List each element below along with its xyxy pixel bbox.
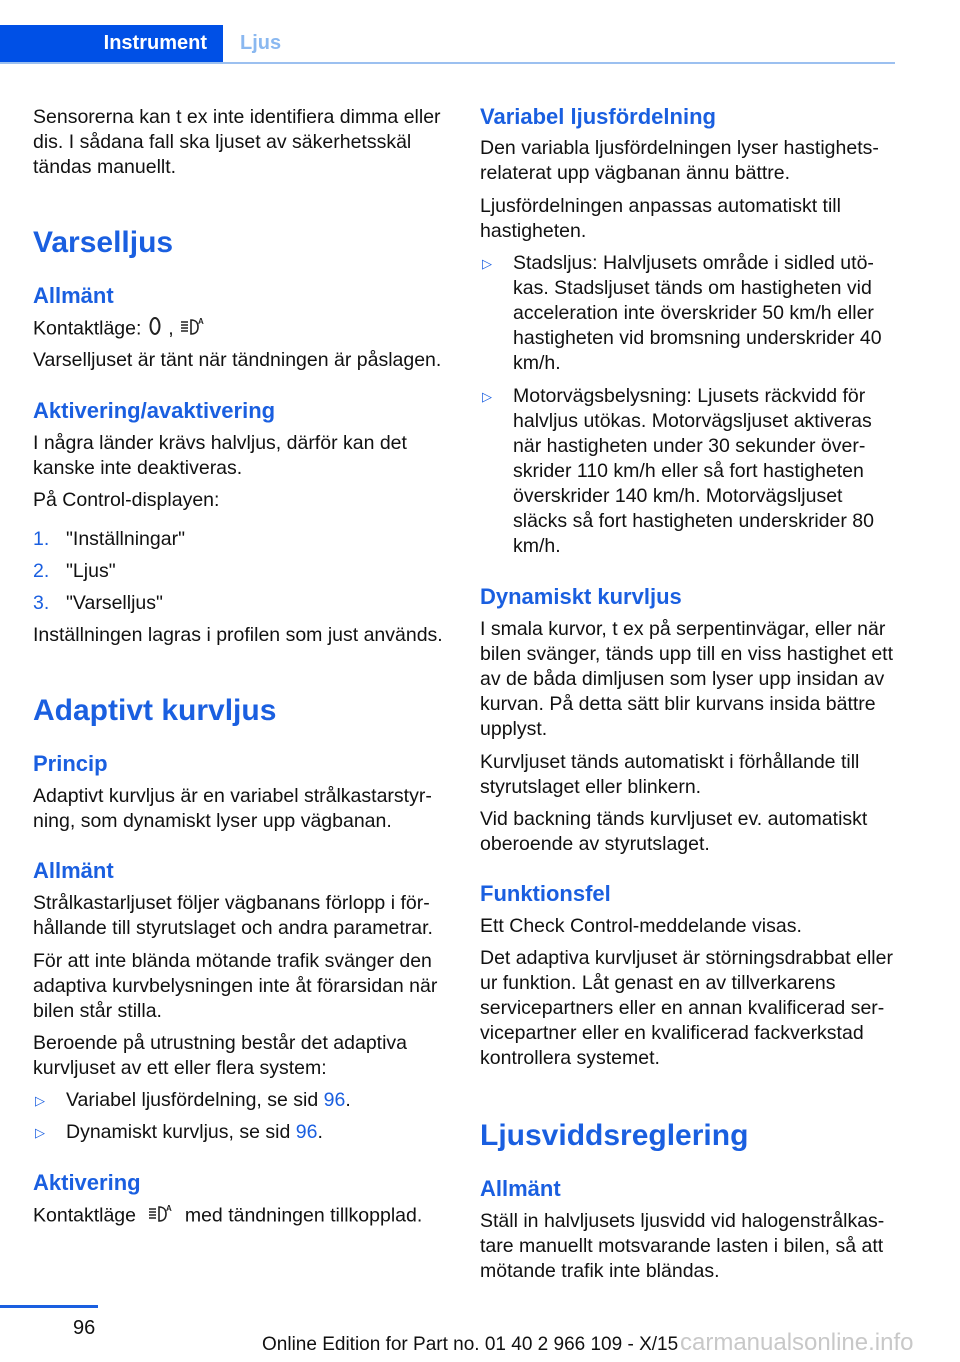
triangle-bullet-icon: ▷: [35, 1093, 45, 1108]
bullet-text: Variabel ljusfördelning, se sid: [66, 1089, 324, 1111]
adaptivt-p3: Beroende på utrustning består det adaptiva kurvljuset av ett eller flera system:: [33, 1032, 408, 1079]
heading-princip: Princip: [33, 751, 108, 776]
heading-aktivering-avaktivering: Aktivering/avaktivering: [33, 398, 276, 423]
bullet-text: Stadsljus: Halvljusets område i sidled utökas. Stadsljuset tänds om hastigheten vid acceleration inte överskrider 50 km/h eller hastigheten vid bromsning underskrider 40 km/h.: [513, 252, 882, 374]
aktivering-text: I några länder krävs halvljus, därför kan det kanske inte deaktiveras.: [33, 432, 407, 479]
step-number: 3.: [33, 592, 50, 614]
step-text: "Ljus": [66, 560, 116, 582]
ljusvidd-p1: Ställ in halvljusets ljusvidd vid halogenstrålkastare manuellt motsvarande lasten i bilen, så att mötande trafik inte bländas.: [480, 1210, 885, 1282]
header-tabs: [0, 25, 895, 64]
princip-text: Adaptivt kurvljus är en variabel strålkastarstyrning, som dynamiskt lyser upp vägbanan.: [33, 785, 432, 832]
bullet-item: [480, 384, 895, 559]
tab-ljus[interactable]: Ljus: [240, 32, 282, 54]
heading-dynamiskt-kurvljus: Dynamiskt kurvljus: [480, 584, 682, 609]
step-item: [33, 559, 453, 584]
heading-aktivering: Aktivering: [33, 1170, 141, 1195]
heading-adaptivt-kurvljus: Adaptivt kurvljus: [33, 694, 277, 727]
bullet-item: [33, 1120, 453, 1145]
dynamiskt-p3: Vid backning tänds kurvljuset ev. automatiskt oberoende av styrutslaget.: [480, 808, 868, 855]
kontaktlage-line: [33, 316, 453, 343]
ignition-zero-icon: [147, 316, 163, 343]
triangle-bullet-icon: ▷: [35, 1125, 45, 1140]
page-link[interactable]: 96: [323, 1089, 346, 1111]
auto-light-icon: [179, 316, 205, 343]
adaptivt-p2: För att inte blända mötande trafik svänger den adaptiva kurvbelysningen inte åt förarsidan när bilen står stilla.: [33, 950, 438, 1022]
step-item: [33, 527, 453, 552]
auto-light-icon: [147, 1203, 173, 1230]
triangle-bullet-icon: ▷: [482, 256, 492, 271]
adaptivt-p1: Strålkastarljuset följer vägbanans förlopp i förhållande till styrutslaget och andra parametrar.: [33, 892, 433, 939]
step-number: 2.: [33, 560, 50, 582]
aktivering-line: [33, 1203, 453, 1230]
page-link[interactable]: 96: [295, 1121, 318, 1143]
step-number: 1.: [33, 528, 50, 550]
edition-text: Online Edition for Part no. 01 40 2 966 109 - X/15: [262, 1334, 679, 1355]
svg-text:A: A: [198, 317, 204, 326]
svg-text:A: A: [166, 1204, 173, 1213]
heading-allmant-2: Allmänt: [33, 858, 114, 883]
heading-varselljus: Varselljus: [33, 226, 174, 259]
kontaktlage-label: Kontaktläge:: [33, 317, 142, 340]
variabel-p1: Den variabla ljusfördelningen lyser hastighetsrelaterat upp vägbanan ännu bättre.: [480, 137, 879, 184]
funktionsfel-p1: Ett Check Control-meddelande visas.: [480, 915, 802, 937]
footer-divider: [0, 1305, 98, 1308]
heading-allmant: Allmänt: [33, 283, 114, 308]
funktionsfel-p2: Det adaptiva kurvljuset är störningsdrabbat eller ur funktion. Låt genast en av tillverkarens servicepartners eller en annan kvalificerad servicepartner eller en kvalificerad fackverkstad kontrollera systemet.: [480, 947, 893, 1069]
saved-text: Inställningen lagras i profilen som just används.: [33, 624, 443, 646]
control-display-text: På Control-displayen:: [33, 489, 220, 511]
variabel-p2: Ljusfördelningen anpassas automatiskt till hastigheten.: [480, 195, 841, 242]
varselljus-text: Varselljuset är tänt när tändningen är påslagen.: [33, 349, 442, 371]
intro-paragraph: Sensorerna kan t ex inte identifiera dimma eller dis. I sådana fall ska ljuset av säkerhetsskäl tändas manuellt.: [33, 106, 441, 178]
bullet-end: .: [317, 1121, 323, 1143]
step-text: "Inställningar": [66, 528, 185, 550]
bullet-end: .: [345, 1089, 351, 1111]
heading-ljusviddsreglering: Ljusviddsreglering: [480, 1119, 749, 1152]
watermark: carmanualsonline.info: [680, 1329, 914, 1356]
bullet-item: [33, 1088, 453, 1113]
bullet-item: [480, 251, 895, 376]
step-text: "Varselljus": [66, 592, 163, 614]
dynamiskt-p1: I smala kurvor, t ex på serpentinvägar, eller när bilen svänger, tänds upp till en viss hastighet ett av de båda dimljusen som lyser upp insidan av kurvan. På detta sätt blir kurvans insida bättre upplyst.: [480, 618, 894, 740]
page-number: 96: [73, 1317, 96, 1339]
heading-funktionsfel: Funktionsfel: [480, 881, 611, 906]
steps-list: [33, 527, 453, 623]
dynamiskt-p2: Kurvljuset tänds automatiskt i förhållande till styrutslaget eller blinkern.: [480, 751, 860, 798]
heading-variabel-ljusfordelning: Variabel ljusfördelning: [480, 104, 716, 129]
triangle-bullet-icon: ▷: [482, 389, 492, 404]
separator: ,: [168, 317, 174, 340]
bullet-text: Motorvägsbelysning: Ljusets räckvidd för halvljus utökas. Motorvägsljuset aktiveras när hastigheten under 30 sekunder överskrider 110 km/h eller så fort hastigheten överskrider 140 km/h. Motorvägsljuset släcks så fort hastigheten underskrider 80 km/h.: [513, 385, 874, 557]
aktivering-pre: Kontaktläge: [33, 1204, 136, 1227]
step-item: [33, 591, 453, 616]
heading-allmant-3: Allmänt: [480, 1176, 561, 1201]
bullet-text: Dynamiskt kurvljus, se sid: [66, 1121, 296, 1143]
tab-instrument[interactable]: Instrument: [0, 25, 223, 62]
aktivering-post: med tändningen tillkopplad.: [184, 1204, 423, 1227]
